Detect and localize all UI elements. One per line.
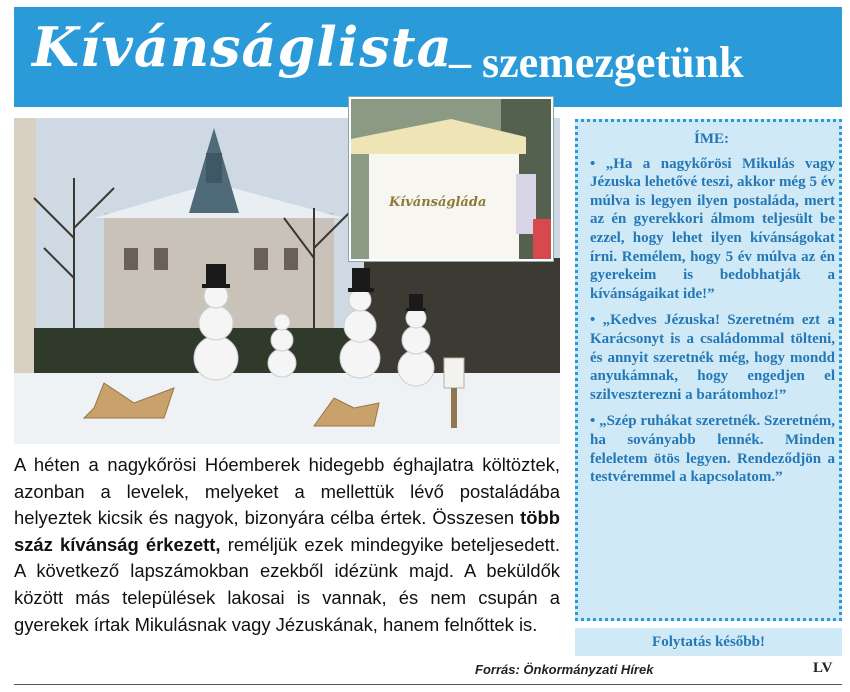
article-text-part1: A héten a nagykőrösi Hóemberek hidegebb éghajlatra költöztek, azonban a levelek, melyeket a mellettük lévő postaládába helyeztek kicsik és nagyok, bizonyára célba értek. Összesen [14, 454, 560, 529]
inset-box-label: Kívánságláda [389, 195, 487, 210]
continue-note: Folytatás később! [575, 628, 842, 656]
source-credit: Forrás: Önkormányzati Hírek [475, 662, 654, 677]
article-body [14, 452, 560, 638]
article-text-bold: több száz kívánság érkezett, [14, 507, 560, 555]
sidebar-quote-3: • „Szép ruhákat szeretnék. Szeretném, ha soványabb lennék. Minden feleletem ötös legyen. Rendeződjön a testvéremmel a kapcsolatom.” [590, 413, 835, 486]
page-title-rest: – szemezgetünk [449, 38, 744, 87]
sidebar-heading: ÍME: [694, 131, 729, 147]
page-title-script: Kívánságlista [32, 15, 453, 79]
inset-photo [349, 97, 553, 261]
page-code: LV [813, 660, 833, 676]
article-text-part2: reméljük ezek mindegyike beteljesedett. A következő lapszámokban ezekből idézünk majd. A beküldők között más települések lakosai is vannak, és nem csupán a gyerekek írtak Mikulásnak vagy Jézuskának, hanem felnőttek is. [14, 533, 561, 635]
footer-divider [14, 684, 842, 685]
header-banner [14, 7, 842, 107]
sidebar-quote-2: • „Kedves Jézuska! Szeretném ezt a Karácsonyt is a családommal tölteni, és annyit szeretnék még, hogy mondd anyukámnak, hogy engedjen el szilveszterezni a barátomhoz!” [590, 312, 835, 403]
quotes-sidebar [575, 119, 842, 621]
sidebar-quote-1: • „Ha a nagykőrösi Mikulás vagy Jézuska lehetővé teszi, akkor még 5 év múlva is legyen ilyen postaláda, mert az én gyerekkori álmom teljesült be ezzel, hogy lehet ilyen kívánságokat írni. Remélem, hogy 5 év múlva az én gyerekeim is bedobhatják a kívánságaikat ide!” [590, 155, 835, 302]
